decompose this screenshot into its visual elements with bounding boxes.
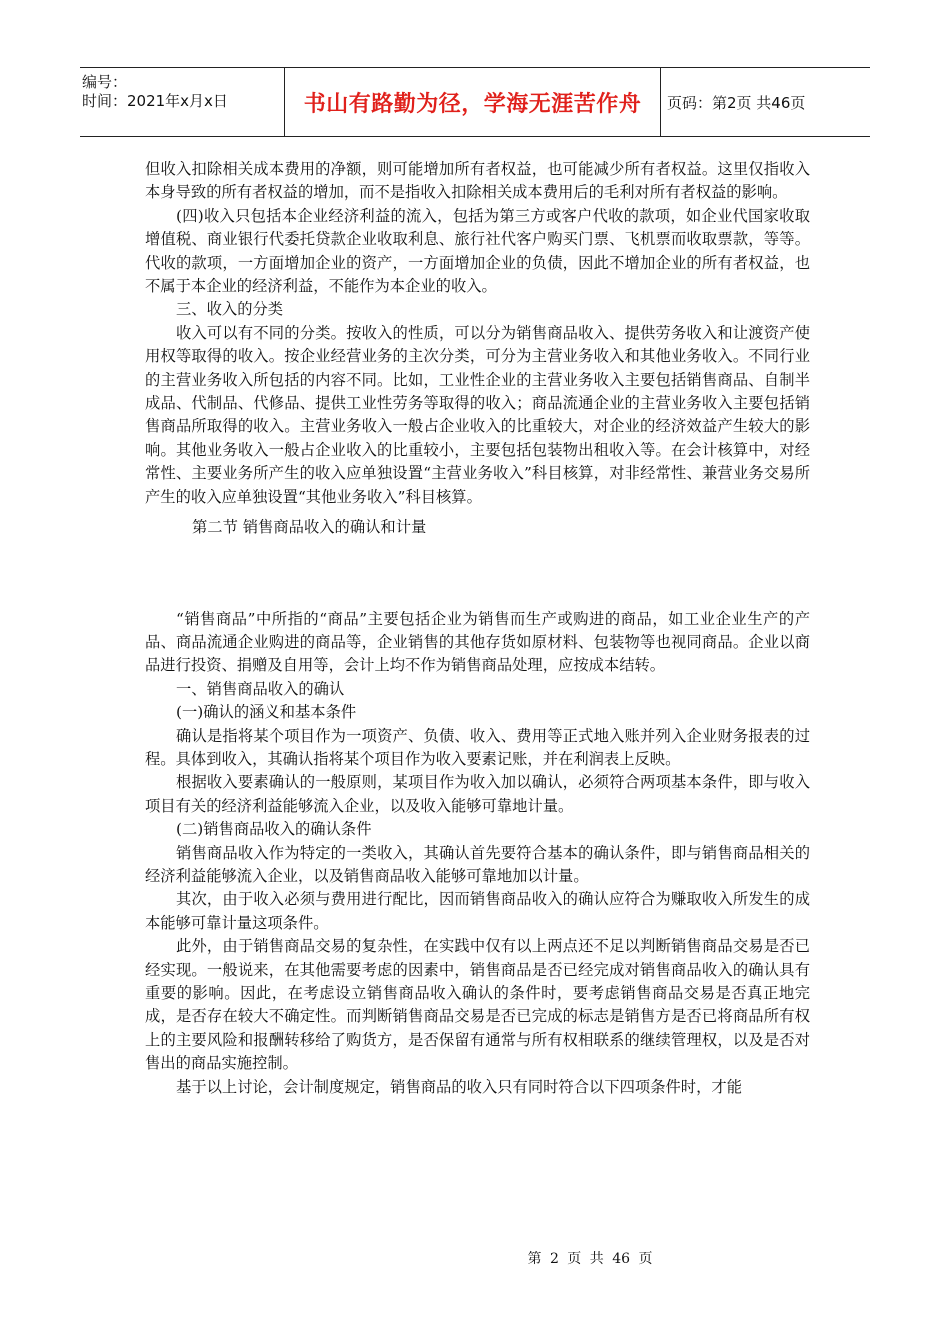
header-meta xyxy=(80,68,285,136)
number-label: 编号： xyxy=(82,73,128,91)
paragraph: 其次，由于收入必须与费用进行配比，因而销售商品收入的确认应符合为赚取收入所发生的成本能够可靠计量这项条件。 xyxy=(145,890,810,932)
subsection-heading: (一)确认的涵义和基本条件 xyxy=(176,703,357,722)
header-page-info: 页码：第2页 共46页 xyxy=(667,93,806,112)
spacer xyxy=(145,540,810,608)
paragraph: (四)收入只包括本企业经济利益的流入，包括为第三方或客户代收的款项，如企业代国家收取增值税、商业银行代委托贷款企业收取利息、旅行社代客户购买门票、飞机票而收取票款，等等。代收的款项，一方面增加企业的资产，一方面增加企业的负债，因此不增加企业的所有者权益，也不属于本企业的经济利益，不能作为本企业的收入。 xyxy=(145,206,810,296)
page-footer: 第 2 页 共 46 页 xyxy=(527,1251,653,1267)
document-body xyxy=(145,158,810,1099)
paragraph: 但收入扣除相关成本费用的净额，则可能增加所有者权益，也可能减少所有者权益。这里仅指收入本身导致的所有者权益的增加，而不是指收入扣除相关成本费用后的毛利对所有者权益的影响。 xyxy=(145,160,810,202)
section-heading: 一、销售商品收入的确认 xyxy=(176,679,345,698)
paragraph: 根据收入要素确认的一般原则，某项目作为收入加以确认，必须符合两项基本条件，即与收入项目有关的经济利益能够流入企业，以及收入能够可靠地计量。 xyxy=(145,773,810,815)
header-motto: 书山有路勤为径，学海无涯苦作舟 xyxy=(285,68,661,136)
subsection-heading: (二)销售商品收入的确认条件 xyxy=(176,820,372,839)
page-header xyxy=(80,67,870,137)
paragraph: “销售商品”中所指的“商品”主要包括企业为销售而生产或购进的商品，如工业企业生产的产品、商品流通企业购进的商品等，企业销售的其他存货如原材料、包装物等也视同商品。企业以商品进行投资、捐赠及自用等，会计上均不作为销售商品处理，应按成本结转。 xyxy=(145,609,810,675)
paragraph: 此外，由于销售商品交易的复杂性，在实践中仅有以上两点还不足以判断销售商品交易是否已经实现。一般说来，在其他需要考虑的因素中，销售商品是否已经完成对销售商品收入的确认具有重要的影响。因此，在考虑设立销售商品收入确认的条件时，要考虑销售商品交易是否真正地完成，是否存在较大不确定性。而判断销售商品交易是否已完成的标志是销售方是否已将商品所有权上的主要风险和报酬转移给了购货方，是否保留有通常与所有权相联系的继续管理权，以及是否对售出的商品实施控制。 xyxy=(145,937,810,1073)
section-heading: 三、收入的分类 xyxy=(176,300,284,319)
paragraph: 销售商品收入作为特定的一类收入，其确认首先要符合基本的确认条件，即与销售商品相关的经济利益能够流入企业，以及销售商品收入能够可靠地加以计量。 xyxy=(145,843,810,885)
paragraph: 收入可以有不同的分类。按收入的性质，可以分为销售商品收入、提供劳务收入和让渡资产使用权等取得的收入。按企业经营业务的主次分类，可分为主营业务收入和其他业务收入。不同行业的主营业务收入所包括的内容不同。比如，工业性企业的主营业务收入主要包括销售商品、自制半成品、代制品、代修品、提供工业性劳务等取得的收入；商品流通企业的主营业务收入主要包括销售商品所取得的收入。主营业务收入一般占企业收入的比重较大，对企业的经济效益产生较大的影响。其他业务收入一般占企业收入的比重较小，主要包括包装物出租收入等。在会计核算中，对经常性、主要业务所产生的收入应单独设置“主营业务收入”科目核算，对非经常性、兼营业务交易所产生的收入应单独设置“其他业务收入”科目核算。 xyxy=(145,323,810,506)
date-label: 时间：2021年x月x日 xyxy=(82,92,228,110)
paragraph: 确认是指将某个项目作为一项资产、负债、收入、费用等正式地入账并列入企业财务报表的过程。具体到收入，其确认指将某个项目作为收入要素记账，并在利润表上反映。 xyxy=(145,726,810,768)
chapter-section-title: 第二节 销售商品收入的确认和计量 xyxy=(192,518,427,537)
paragraph: 基于以上讨论，会计制度规定，销售商品的收入只有同时符合以下四项条件时，才能 xyxy=(176,1077,742,1096)
